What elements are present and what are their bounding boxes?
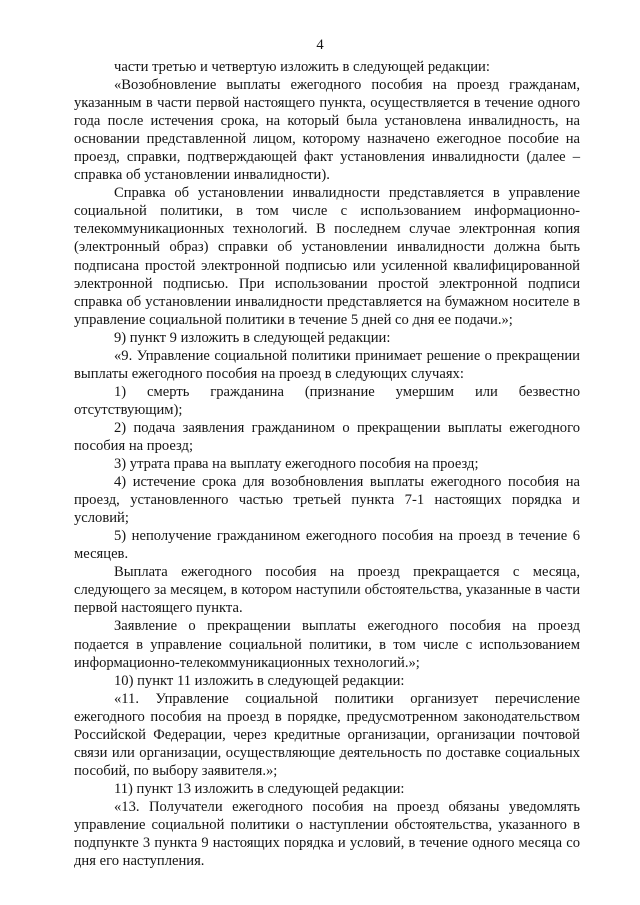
paragraph: 5) неполучение гражданином ежегодного пособия на проезд в течение 6 месяцев. [74,528,580,563]
paragraph: Заявление о прекращении выплаты ежегодного пособия на проезд подается в управление социальной политики, в том числе с использованием информационно-телекоммуникационных технологий.»; [74,618,580,671]
paragraph: Справка об установлении инвалидности представляется в управление социальной политики, в том числе с использованием информационно-телекоммуникационных технологий. В последнем случае электронная копия (электронный образ) справки об установлении инвалидности должна быть подписана простой электронной подписью или усиленной квалифицированной электронной подписью. При использовании простой электронной подписи справка об установлении инвалидности представляется на бумажном носителе в управление социальной политики в течение 5 дней со дня ее подачи.»; [74,185,580,328]
page-number: 4 [316,37,324,53]
paragraph: 4) истечение срока для возобновления выплаты ежегодного пособия на проезд, установленного частью третьей пункта 7-1 настоящих порядка и условий; [74,474,580,527]
paragraph: 1) смерть гражданина (признание умершим или безвестно отсутствующим); [74,383,580,418]
paragraph: 3) утрата права на выплату ежегодного пособия на проезд; [114,456,479,473]
paragraph: части третью и четвертую изложить в следующей редакции: [114,59,490,75]
paragraph: «9. Управление социальной политики принимает решение о прекращении выплаты ежегодного пособия на проезд в следующих случаях: [74,347,580,382]
paragraph: 2) подача заявления гражданином о прекращении выплаты ежегодного пособия на проезд; [74,419,580,454]
document-body [74,58,580,870]
paragraph: 11) пункт 13 изложить в следующей редакции: [114,780,405,797]
paragraph: 9) пункт 9 изложить в следующей редакции: [114,329,391,346]
paragraph: Выплата ежегодного пособия на проезд прекращается с месяца, следующего за месяцем, в котором наступили обстоятельства, указанные в части первой настоящего пункта. [74,564,580,617]
paragraph: «Возобновление выплаты ежегодного пособия на проезд гражданам, указанным в части первой настоящего пункта, осуществляется в течение одного года после истечения срока, на который была установлена инвалидность, на основании представленной лицом, которому назначено ежегодное пособие на проезд, справки, подтверждающей факт установления инвалидности (далее – справка об установлении инвалидности). [74,77,580,184]
paragraph: 10) пункт 11 изложить в следующей редакции: [114,672,405,689]
paragraph: «11. Управление социальной политики организует перечисление ежегодного пособия на проезд в порядке, предусмотренном законодательством Российской Федерации, через кредитные организации, организации почтовой связи или организации, осуществляющие деятельность по доставке социальных пособий, по выбору заявителя.»; [74,690,580,779]
paragraph: «13. Получатели ежегодного пособия на проезд обязаны уведомлять управление социальной политики о наступлении обстоятельства, указанного в подпункте 3 пункта 9 настоящих порядка и условий, в течение одного месяца со дня его наступления. [74,798,580,870]
